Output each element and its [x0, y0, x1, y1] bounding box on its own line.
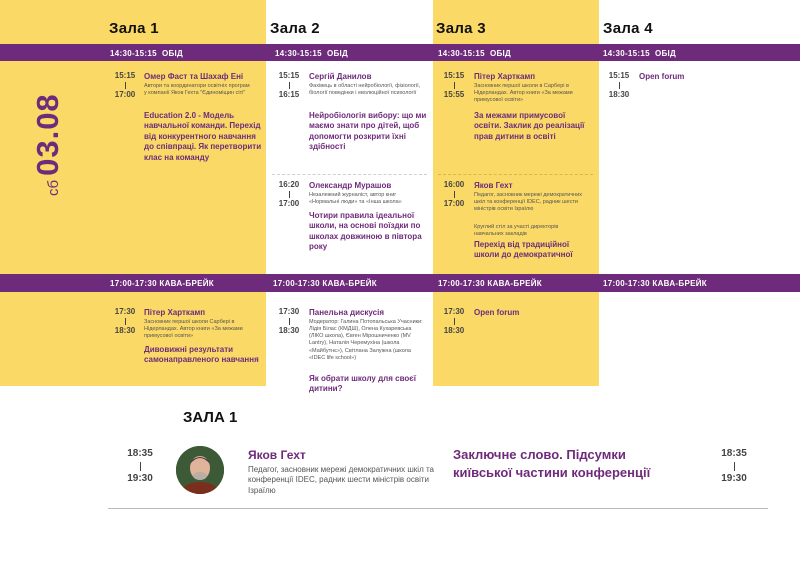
closing-talk-title: Заключне слово. Підсумки київської частини конференції	[453, 447, 651, 480]
talk-title: Як обрати школу для своєї дитини?	[309, 374, 416, 394]
closing-time-left: 18:35 19:30	[127, 448, 153, 484]
lunch-label-1: 14:30-15:15 ОБІД	[110, 49, 184, 58]
time-range: 15:15 16:15	[278, 71, 300, 99]
open-forum-label: Open forum	[639, 72, 685, 81]
time-range: 15:15 18:30	[608, 71, 630, 99]
time-range: 17:30 18:30	[114, 307, 136, 335]
closing-speaker-name: Яков Гехт	[248, 448, 306, 462]
talk-title: За межами примусової освіти. Заклик до реалізації прав дитини в освіті	[474, 111, 585, 141]
speaker-description: Фахівець в області нейробіології, фізіології, біології поведінки і еволюційної психології	[309, 83, 421, 97]
speaker-name: Омер Фаст та Шахаф Ені	[144, 72, 244, 81]
lunch-label-3: 14:30-15:15 ОБІД	[438, 49, 512, 58]
talk-title: Дивовижні результати самонаправленого навчання	[144, 345, 259, 365]
speaker-description: Засновник першої школи в Сарбері в Нідерландах. Автор книги «За межами примусової освіти»	[474, 83, 573, 104]
speaker-name: Олександр Мурашов	[309, 181, 392, 190]
speaker-description: Засновник першої школи Сарбері в Нідерландах. Автор книги «За межами примусової освіти»	[144, 319, 243, 340]
panel-participants: Модератор: Галина Потопальська Учасники: Лідія Білас (КМДШ), Олена Кухаревська (ЛІКО школа), Євген Мірошниченко (MV Lantry), Наталія Черемухіна (школа «Майбутнє»), Світлана Залужна (школа «IDEC life school»)	[309, 319, 423, 361]
session-divider	[272, 174, 427, 175]
closing-time-right: 18:35 19:30	[721, 448, 747, 484]
date-label	[30, 93, 66, 196]
talk-title: Нейробіологія вибору: що ми маємо знати про дітей, щоб допомогти розкрити їхні здібності	[309, 111, 427, 152]
speaker-name: Пітер Харткамп	[144, 308, 206, 317]
talk-title: Education 2.0 - Модель навчальної команди. Перехід від конкурентного навчання до співпраці. Як перетворити клас на команду	[144, 111, 262, 162]
coffee-break-label-4: 17:00-17:30 КАВА-БРЕЙК	[603, 279, 707, 288]
hall-header-2: Зала 2	[270, 20, 320, 37]
coffee-break-label-1: 17:00-17:30 КАВА-БРЕЙК	[110, 279, 214, 288]
speaker-description: Незалежний журналіст, автор книг «Нормальні люди» та «Інша школа»	[309, 192, 402, 206]
date-day: 03.08	[30, 93, 65, 176]
hall-header-1: Зала 1	[109, 20, 159, 37]
coffee-break-label-3: 17:00-17:30 КАВА-БРЕЙК	[438, 279, 542, 288]
closing-speaker-description: Педагог, засновник мережі демократичних шкіл та конференції IDEC, радник шести міністрів освіти Ізраїлю	[248, 465, 434, 495]
hall-header-4: Зала 4	[603, 20, 653, 37]
speaker-name: Пітер Харткамп	[474, 72, 536, 81]
speaker-description: Педагог, засновник мережі демократичних шкіл та конференції IDEC, радник шести міністрів освіти Ізраїлю	[474, 192, 583, 213]
speaker-name: Сергій Данилов	[309, 72, 372, 81]
closing-hall-title: ЗАЛА 1	[183, 409, 238, 426]
time-range: 17:30 18:30	[278, 307, 300, 335]
coffee-break-label-2: 17:00-17:30 КАВА-БРЕЙК	[273, 279, 377, 288]
session-note: Круглий стіл за участі директорів навчальних закладів	[474, 224, 559, 238]
time-range: 17:30 18:30	[443, 307, 465, 335]
time-range: 16:00 17:00	[443, 180, 465, 208]
lunch-label-2: 14:30-15:15 ОБІД	[275, 49, 349, 58]
talk-title: Перехід від традиційної школи до демократичної	[474, 240, 573, 260]
talk-title: Чотири правила ідеальної школи, на основі поїздки по школах довжиною в півтора року	[309, 211, 422, 252]
closing-divider	[108, 508, 768, 509]
open-forum-label: Open forum	[474, 308, 520, 317]
time-range: 16:20 17:00	[278, 180, 300, 208]
speaker-name: Яков Гехт	[474, 181, 513, 190]
panel-discussion-label: Панельна дискусія	[309, 308, 385, 317]
time-range: 15:15 15:55	[443, 71, 465, 99]
date-weekday: сб	[45, 179, 62, 196]
lunch-label-4: 14:30-15:15 ОБІД	[603, 49, 677, 58]
speaker-avatar	[176, 446, 224, 494]
time-range: 15:15 17:00	[114, 71, 136, 99]
session-divider	[438, 174, 593, 175]
speaker-description: Автори та координатори освітніх програм у компанії Яков Гехта "Єдиноміщин сіті"	[144, 83, 250, 97]
hall-header-3: Зала 3	[436, 20, 486, 37]
